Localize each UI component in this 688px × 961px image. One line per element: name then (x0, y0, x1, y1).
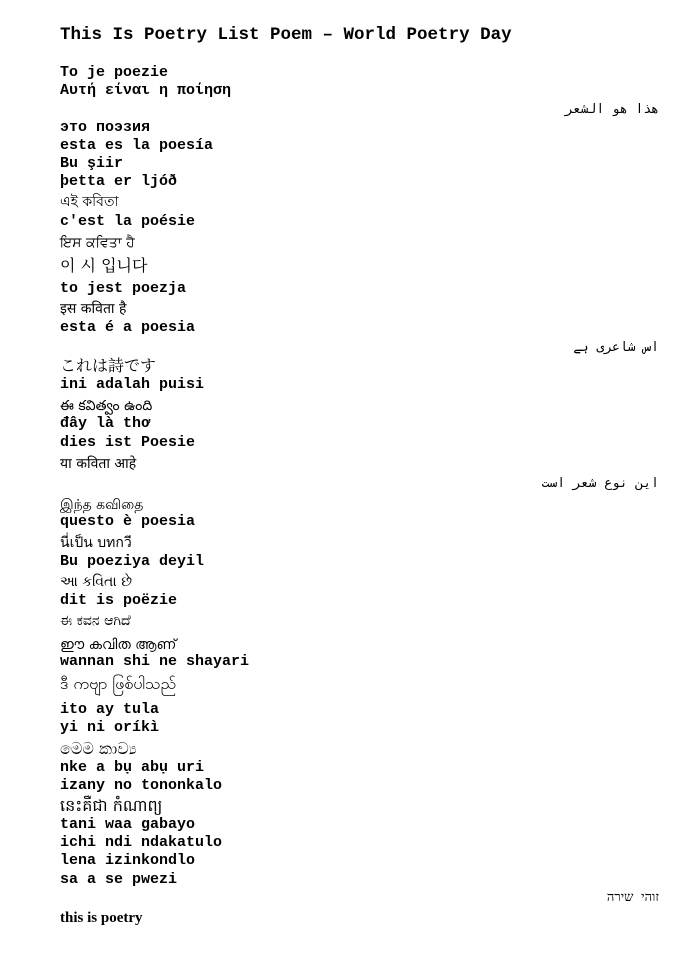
poem-line: इस कविता है (60, 301, 127, 317)
poem-line: นี่เป็น บทกวี (60, 535, 132, 551)
poem-line: esta es la poesía (60, 137, 214, 154)
poem-line: ఈ కవిత్వం ఉంది (60, 398, 153, 414)
poem-line: ito ay tula (60, 701, 160, 718)
poem-line: wannan shi ne shayari (60, 653, 250, 670)
poem-line: ဒီ ကဗျာ ဖြစ်ပါသည် (60, 674, 177, 693)
poem-line: این نوع شعر است (541, 476, 659, 491)
poem-line: هذا هو الشعر (565, 102, 659, 117)
poem-line: ಈ ಕವನ ಆಗಿದೆ (60, 613, 131, 629)
poem-line: આ કવિતા છે (60, 574, 133, 590)
poem-line: ਇਸ ਕਵਿਤਾ ਹੈ (60, 235, 135, 251)
poem-line: これは詩です (60, 356, 157, 375)
poem-line: c'est la poésie (60, 213, 196, 230)
poem-line: dies ist Poesie (60, 434, 196, 451)
poem-line: this is poetry (60, 910, 143, 926)
poem-line: dit is poëzie (60, 592, 178, 609)
poem-line: questo è poesia (60, 513, 196, 530)
poem-line: នេះគឺជា កំណាព្យ (60, 796, 163, 815)
poem-line: to jest poezja (60, 280, 187, 297)
poem-line: Αυτή είναι η ποίηση (60, 82, 232, 99)
poem-line: lena izinkondlo (60, 852, 196, 869)
poem-line: या कविता आहे (60, 456, 137, 472)
poem-line: اس شاعری ہے (573, 340, 659, 355)
poem-line: ഈ കവിത ആണ് (60, 637, 177, 653)
poem-line: tani waa gabayo (60, 816, 196, 833)
poem-line: yi ni oríkì (60, 719, 160, 736)
poem-line: To je poezie (60, 64, 169, 81)
poem-line: sa a se pwezi (60, 871, 178, 888)
poem-line: Bu şiir (60, 155, 124, 172)
poem-line: izany no tononkalo (60, 777, 223, 794)
poem-line: Bu poeziya deyil (60, 553, 205, 570)
poem-line: 이 시 입니다 (60, 256, 148, 275)
poem-line: nke a bụ abụ uri (60, 759, 205, 776)
poem-line: இந்த கவிதை (60, 497, 144, 513)
poem-line: ichi ndi ndakatulo (60, 834, 223, 851)
poem-line: මෙම කාව්‍ය (60, 739, 137, 758)
poem-line: זוהי שירה (606, 890, 659, 905)
poem-line: এই কবিতা (60, 194, 119, 210)
poem-line: это поэзия (60, 119, 151, 136)
poem-line: þetta er ljóð (60, 173, 178, 190)
poem-line: đây là thơ (60, 415, 151, 432)
poem-line: esta é a poesia (60, 319, 196, 336)
page-title: This Is Poetry List Poem – World Poetry Day (60, 25, 512, 45)
poem-line: ini adalah puisi (60, 376, 205, 393)
